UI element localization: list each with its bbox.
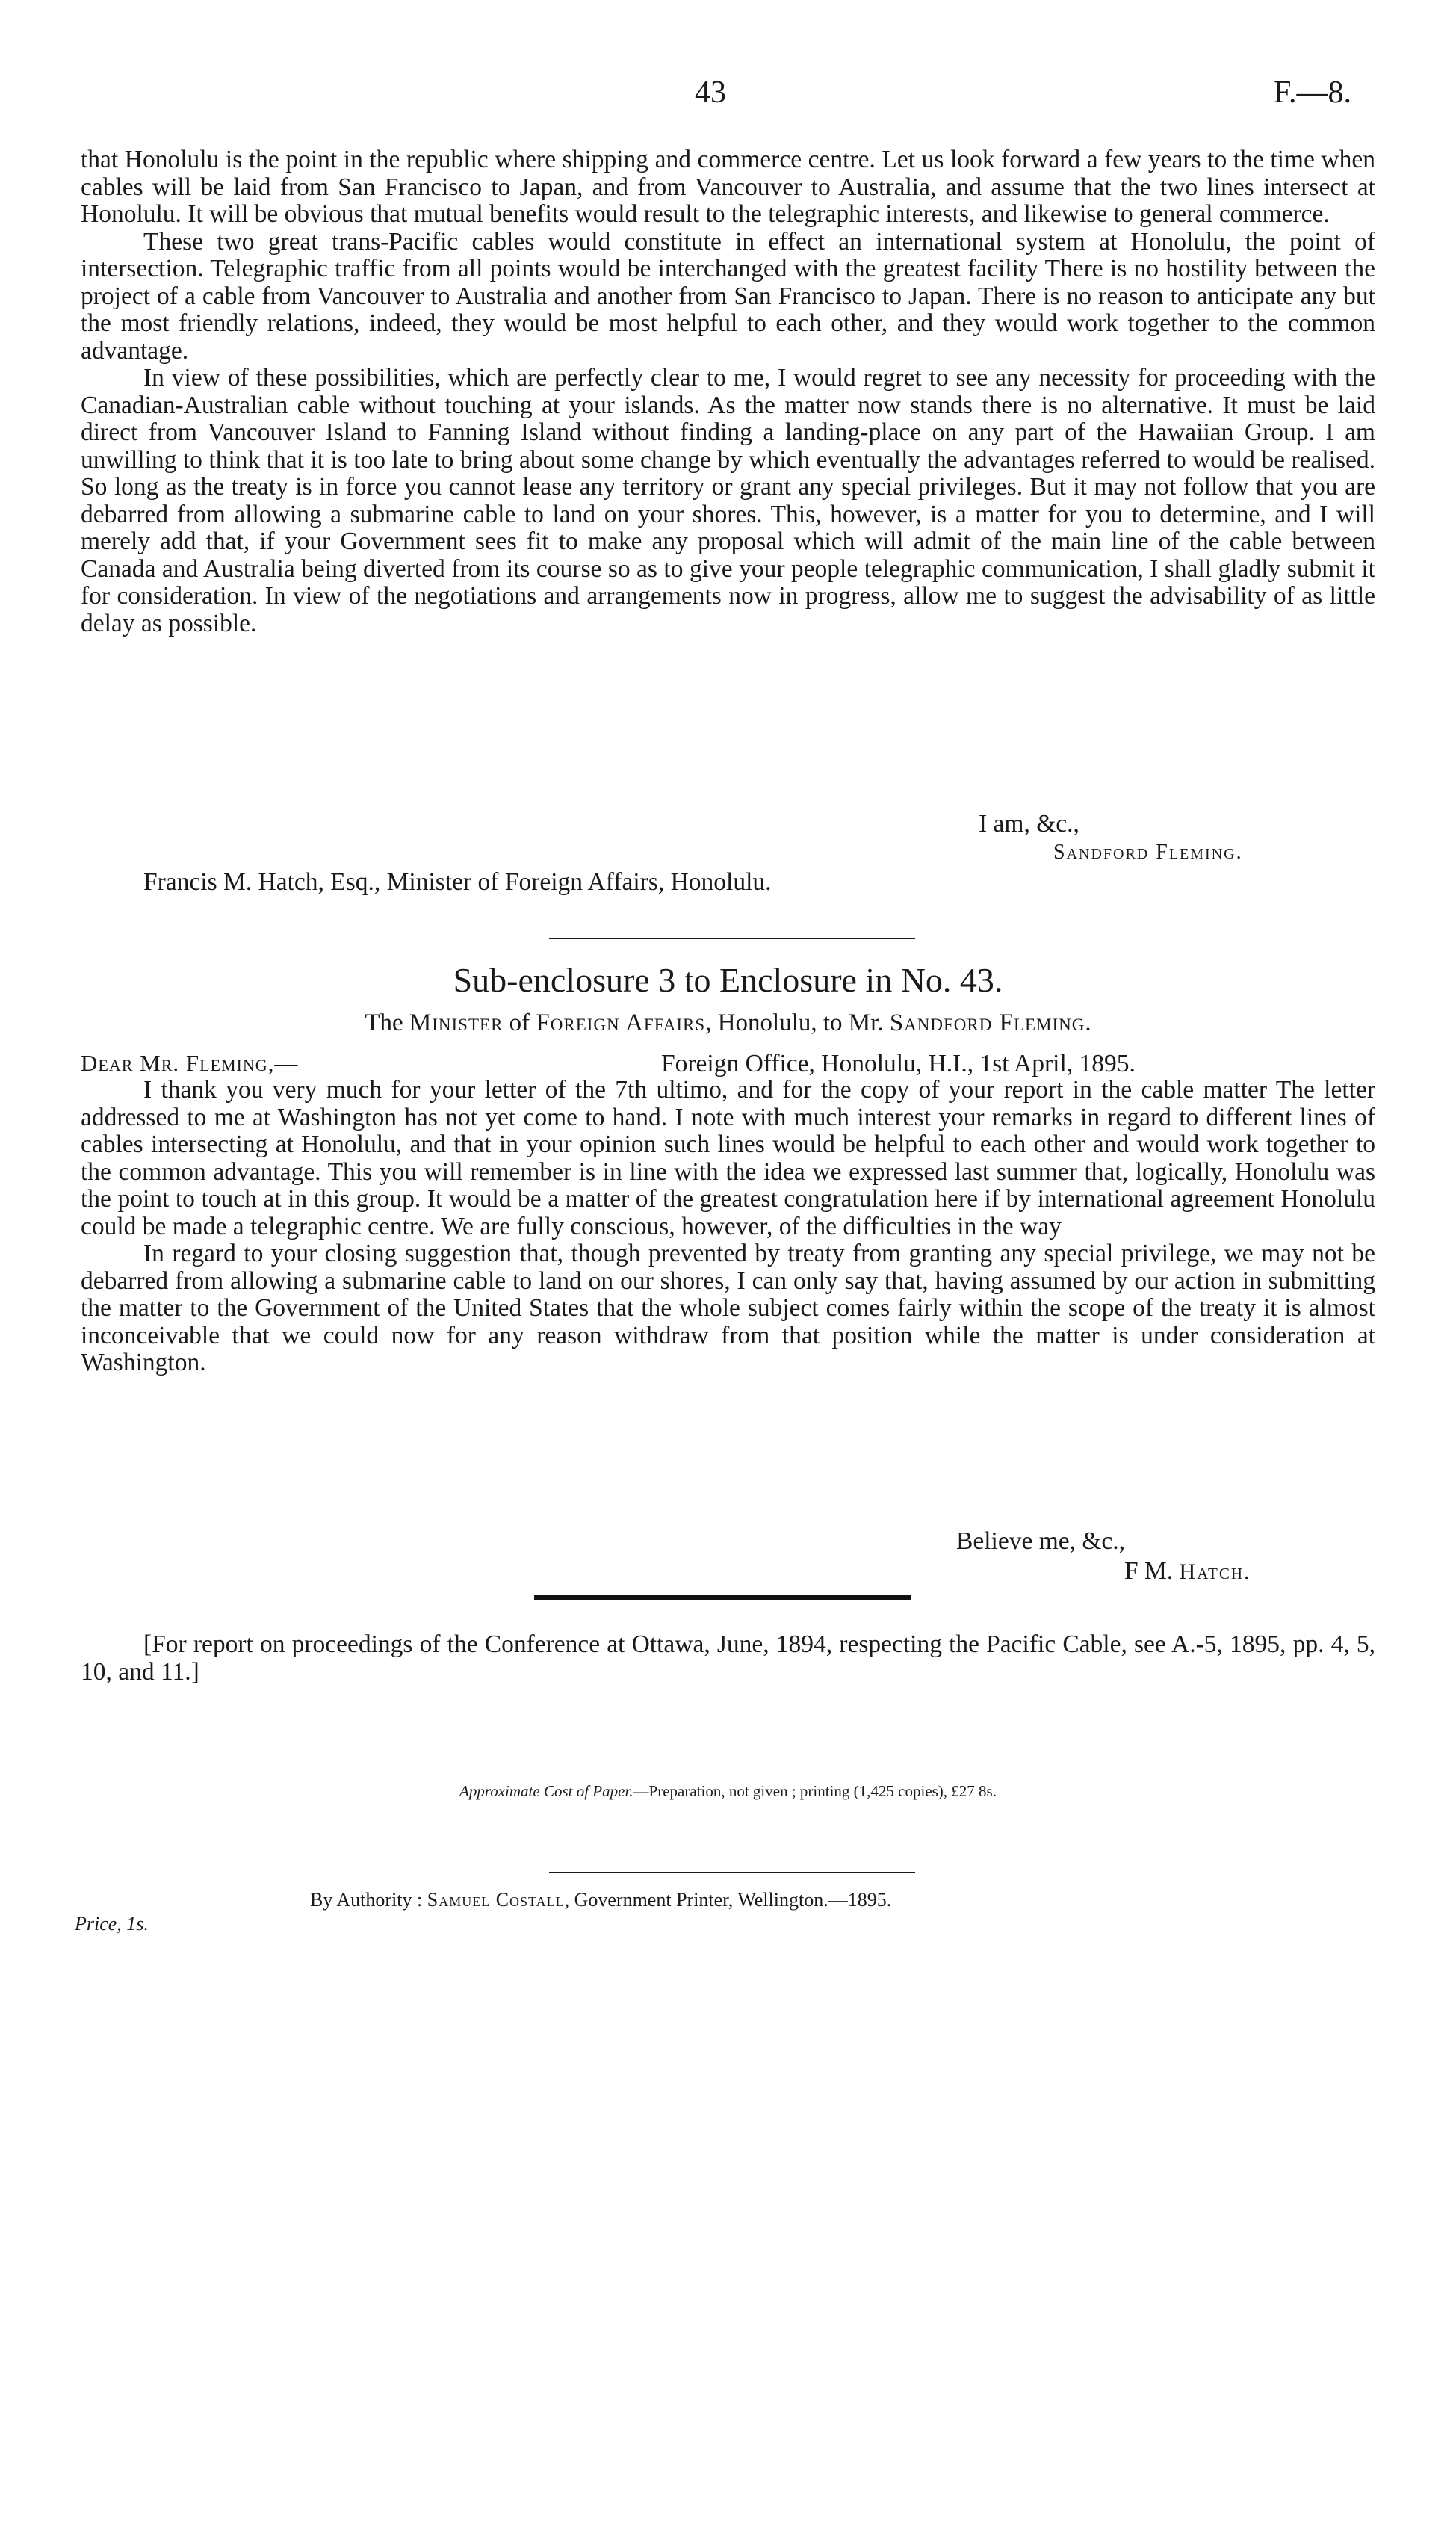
letter2-salutation: Dear Mr. Fleming,—	[81, 1050, 299, 1076]
subheading-of: of	[509, 1009, 530, 1036]
letter2-signature-initial: F M.	[1124, 1557, 1174, 1585]
cost-label: Approximate Cost of Paper.	[459, 1782, 633, 1800]
imprint-suffix: , Government Printer, Wellington.—1895.	[564, 1889, 892, 1911]
price: Price, 1s.	[75, 1913, 149, 1935]
letter2-date-line: Foreign Office, Honolulu, H.I., 1st April, 1895.	[661, 1050, 1136, 1077]
imprint-printer: Samuel Costall	[427, 1889, 565, 1911]
footnote: [For report on proceedings of the Conference at Ottawa, June, 1894, respecting the Pacific Cable, see A.-5, 1895, pp. 4, 5, 10, and 11.]	[81, 1630, 1375, 1686]
cost-of-paper	[0, 1782, 1456, 1801]
section-divider	[549, 938, 915, 939]
letter2-closing: Believe me, &c.,	[956, 1527, 1126, 1555]
letter2-signature	[1124, 1558, 1251, 1586]
imprint-prefix: By Authority :	[310, 1889, 423, 1911]
subheading-dept: Foreign Affairs	[536, 1009, 706, 1036]
letter1-paragraph-1: that Honolulu is the point in the republic where shipping and commerce centre. Let us look forward a few years to the time when cables will be laid from San Francisco to Japan, and from Vancouver to Australia, and assume that the two lines intersect at Honolulu. It will be obvious that mutual benefits would result to the telegraphic interests, and likewise to general commerce.	[81, 146, 1375, 228]
letter2-signature-name: Hatch.	[1179, 1559, 1251, 1584]
subheading-end: .	[1085, 1009, 1091, 1036]
page-number: 43	[695, 75, 726, 110]
document-code: F.—8.	[1274, 75, 1351, 110]
subheading-to: Sandford Fleming	[889, 1009, 1085, 1036]
letter1-paragraph-2: These two great trans-Pacific cables would constitute in effect an international system at Honolulu, the point of intersection. Telegraphic traffic from all points would be interchanged with the greatest facility There is no hostility between the project of a cable from Vancouver to Australia and another from San Francisco to Japan. There is no reason to anticipate any but the most friendly relations, indeed, they would be most helpful to each other, and they would work together to the common advantage.	[81, 227, 1375, 365]
subheading-prefix: The	[365, 1009, 403, 1036]
letter1-addressee: Francis M. Hatch, Esq., Minister of Foreign Affairs, Honolulu.	[143, 868, 772, 896]
letter2-body	[81, 1077, 1375, 1377]
end-rule	[534, 1595, 911, 1600]
imprint-divider	[549, 1872, 915, 1873]
letter1-body	[81, 146, 1375, 637]
letter2-paragraph-2: In regard to your closing suggestion that, though prevented by treaty from granting any special privilege, we may not be debarred from allowing a submarine cable to land on our shores, I can only say that, having assumed by our action in submitting the matter to the Government of the United States that the whole subject comes fairly within the scope of the treaty it is almost inconceivable that we could now for any reason withdraw from that position while the matter is under consideration at Washington.	[81, 1240, 1375, 1376]
letter1-closing: I am, &c.,	[979, 810, 1079, 838]
subheading-middle: , Honolulu, to Mr.	[705, 1009, 884, 1036]
cost-text: —Preparation, not given ; printing (1,425 copies), £27 8s.	[633, 1782, 997, 1800]
letter2-paragraph-1: I thank you very much for your letter of the 7th ultimo, and for the copy of your report in the cable matter The letter addressed to me at Washington has not yet come to hand. I note with much interest your remarks in regard to different lines of cables intersecting at Honolulu, and that in your opinion such lines would be helpful to each other and would work together to the common advantage. This you will remember is in line with the idea we expressed last summer that, logically, Honolulu was the point to touch at in this group. It would be a matter of the greatest congratulation here if by international agreement Honolulu could be made a telegraphic centre. We are fully conscious, however, of the difficulties in the way	[81, 1076, 1375, 1240]
sub-enclosure-heading: Sub-enclosure 3 to Enclosure in No. 43.	[453, 961, 1003, 999]
letter1-signature: Sandford Fleming.	[1053, 841, 1243, 864]
sub-enclosure-subheading	[0, 1009, 1456, 1037]
letter1-paragraph-3: In view of these possibilities, which are perfectly clear to me, I would regret to see any necessity for proceeding with the Canadian-Australian cable without touching at your islands. As the matter now stands there is no alternative. It must be laid direct from Vancouver Island to Fanning Island without finding a landing-place on any part of the Hawaiian Group. I am unwilling to think that it is too late to bring about some change by which eventually the advantages referred to would be realised. So long as the treaty is in force you cannot lease any territory or grant any special privileges. But it may not follow that you are debarred from allowing a submarine cable to land on your shores. This, however, is a matter for you to determine, and I will merely add that, if your Government sees fit to make any proposal which will admit of the main line of the cable between Canada and Australia being diverted from its course so as to give your people telegraphic communication, I shall gladly submit it for consideration. In view of the negotiations and arrangements now in progress, allow me to suggest the advisability of as little delay as possible.	[81, 364, 1375, 637]
printer-imprint	[310, 1889, 891, 1911]
subheading-from: Minister	[409, 1009, 504, 1036]
